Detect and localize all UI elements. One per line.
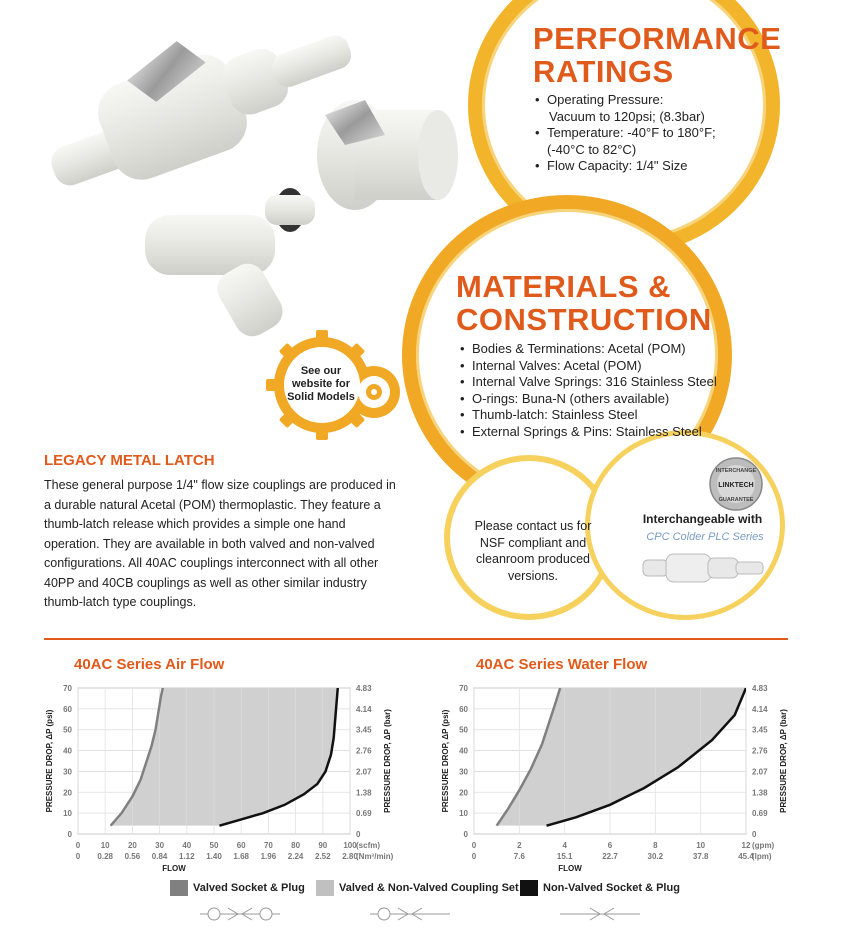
coupling-illustration <box>638 548 768 588</box>
y2-tick-label: 0 <box>356 830 361 839</box>
x2-tick-label: 15.1 <box>556 852 573 861</box>
performance-list <box>535 92 735 175</box>
y2-axis-label: PRESSURE DROP, ΔP (bar) <box>779 709 788 813</box>
y2-tick-label: 4.83 <box>752 684 768 693</box>
x-tick-label: 80 <box>291 841 301 850</box>
x2-tick-label: 0 <box>471 852 477 861</box>
y2-tick-label: 2.07 <box>752 767 768 777</box>
performance-item: • Flow Capacity: 1/4" Size <box>535 158 735 175</box>
x2-tick-label: 0.56 <box>124 852 141 861</box>
materials-list <box>460 341 730 440</box>
badge-line2: LINKTECH <box>718 482 754 489</box>
interchange-title: Interchangeable with <box>642 512 763 526</box>
y2-tick-label: 0 <box>752 830 757 839</box>
y-tick-label: 40 <box>63 746 72 756</box>
legend-item-nonvalved <box>520 880 680 896</box>
water-flow-chart-title: 40AC Series Water Flow <box>476 656 648 673</box>
performance-item: • Temperature: -40°F to 180°F; (-40°C to 82°C) <box>535 125 735 158</box>
interchange-subtitle: CPC Colder PLC Series <box>646 531 764 543</box>
nonvalved-coupling-icon <box>560 904 640 924</box>
legend-label: Non-Valved Socket & Plug <box>543 882 680 894</box>
y2-tick-label: 0.69 <box>752 809 768 819</box>
legend-swatch <box>316 880 334 896</box>
x2-tick-label: 1.12 <box>179 852 195 861</box>
y2-tick-label: 0.69 <box>356 809 372 819</box>
materials-item: • Internal Valve Springs: 316 Stainless Steel <box>460 374 730 391</box>
y2-axis-label: PRESSURE DROP, ΔP (bar) <box>383 709 392 813</box>
x-tick-label: 10 <box>696 841 706 850</box>
x-axis-label: FLOW <box>558 864 582 873</box>
materials-item: • Internal Valves: Acetal (POM) <box>460 358 730 375</box>
y2-tick-label: 3.45 <box>356 725 372 735</box>
y-tick-label: 40 <box>459 746 468 756</box>
performance-title <box>533 22 781 88</box>
x-tick-label: 4 <box>562 841 567 850</box>
y-tick-label: 10 <box>63 809 72 819</box>
y-tick-label: 50 <box>459 725 468 735</box>
x2-tick-label: 0.28 <box>97 852 113 861</box>
y2-tick-label: 2.76 <box>752 746 768 756</box>
badge-line3: GUARANTEE <box>718 497 754 503</box>
valved-coupling-icon <box>200 904 280 924</box>
x2-unit-label: (Nm³/min) <box>356 852 394 861</box>
materials-item: • Bodies & Terminations: Acetal (POM) <box>460 341 730 358</box>
y-tick-label: 20 <box>63 788 72 798</box>
x2-tick-label: 22.7 <box>602 852 618 861</box>
x-tick-label: 6 <box>607 841 613 850</box>
x-tick-label: 20 <box>127 841 137 850</box>
legacy-heading: LEGACY METAL LATCH <box>44 452 215 469</box>
x2-tick-label: 1.40 <box>206 852 222 861</box>
x-tick-label: 0 <box>75 841 81 850</box>
y-tick-label: 0 <box>67 830 72 839</box>
y2-tick-label: 4.14 <box>752 704 768 714</box>
x-unit-label: (gpm) <box>752 841 775 850</box>
legend-item-set <box>316 880 519 896</box>
y-tick-label: 70 <box>63 684 72 693</box>
interchange-badge-icon <box>708 456 764 512</box>
x2-tick-label: 1.68 <box>233 852 249 861</box>
x2-tick-label: 45.4 <box>738 852 754 861</box>
y2-tick-label: 3.45 <box>752 725 768 735</box>
performance-item: • Operating Pressure: Vacuum to 120psi; (8.3bar) <box>535 92 735 125</box>
badge-line1: INTERCHANGE <box>715 468 757 474</box>
y-axis-label: PRESSURE DROP, ΔP (psi) <box>441 709 450 813</box>
materials-item: • External Springs & Pins: Stainless Steel <box>460 424 730 441</box>
materials-item: • O-rings: Buna-N (others available) <box>460 391 730 408</box>
y-tick-label: 30 <box>459 767 468 777</box>
x-tick-label: 10 <box>100 841 110 850</box>
y-tick-label: 60 <box>63 704 72 714</box>
x-tick-label: 8 <box>653 841 658 850</box>
materials-title-line1: MATERIALS & <box>456 269 672 304</box>
materials-title-line2: CONSTRUCTION <box>456 302 712 337</box>
performance-title-line1: PERFORMANCE <box>533 21 782 56</box>
x2-tick-label: 30.2 <box>647 852 664 861</box>
y-tick-label: 20 <box>459 788 468 798</box>
x-tick-label: 12 <box>741 841 751 850</box>
x2-unit-label: (lpm) <box>752 852 772 861</box>
materials-title <box>456 270 712 336</box>
y2-tick-label: 4.14 <box>356 704 372 714</box>
x-tick-label: 0 <box>471 841 477 850</box>
y2-tick-label: 2.07 <box>356 767 372 777</box>
y-tick-label: 30 <box>63 767 72 777</box>
gear-badge-text[interactable]: See our website for Solid Models <box>287 365 355 403</box>
x-tick-label: 100 <box>343 841 357 850</box>
x2-tick-label: 0.84 <box>151 852 168 861</box>
y2-tick-label: 1.38 <box>356 788 372 798</box>
section-divider <box>44 638 788 640</box>
x-tick-label: 2 <box>517 841 522 850</box>
x-tick-label: 70 <box>263 841 273 850</box>
x-tick-label: 60 <box>236 841 246 850</box>
materials-item: • Thumb-latch: Stainless Steel <box>460 407 730 424</box>
x2-tick-label: 2.52 <box>315 852 331 861</box>
y-tick-label: 0 <box>463 830 468 839</box>
y-axis-label: PRESSURE DROP, ΔP (psi) <box>45 709 54 813</box>
coupling-set-icon <box>370 904 450 924</box>
x-tick-label: 90 <box>318 841 328 850</box>
x-tick-label: 40 <box>182 841 192 850</box>
x-axis-label: FLOW <box>162 864 186 873</box>
air-flow-chart <box>40 678 420 878</box>
legacy-body: These general purpose 1/4" flow size couplings are produced in a durable natural Acetal (POM) thermoplastic. They feature a thumb-latch release which provides a simple one hand operation. They are available in both valved and non-valved configurations. All 40AC couplings interconnect with all other 40PP and 40CB couplings as well as other similar industry thumb-latch type couplings. <box>44 478 396 609</box>
performance-title-line2: RATINGS <box>533 54 674 89</box>
legend-swatch <box>520 880 538 896</box>
air-flow-chart-title: 40AC Series Air Flow <box>74 656 225 673</box>
legend-item-valved <box>170 880 305 896</box>
water-flow-chart <box>436 678 816 878</box>
y2-tick-label: 1.38 <box>752 788 768 798</box>
legend-label: Valved & Non-Valved Coupling Set <box>339 882 519 894</box>
y-tick-label: 10 <box>459 809 468 819</box>
x2-tick-label: 2.24 <box>287 852 304 861</box>
x-tick-label: 30 <box>155 841 165 850</box>
y-tick-label: 50 <box>63 725 72 735</box>
contact-text: Please contact us for NSF compliant and cleanroom produced versions. <box>474 519 592 583</box>
legend-label: Valved Socket & Plug <box>193 882 305 894</box>
y2-tick-label: 4.83 <box>356 684 372 693</box>
x-unit-label: (scfm) <box>356 841 381 850</box>
chart-legend <box>170 880 690 930</box>
y-tick-label: 70 <box>459 684 468 693</box>
x2-tick-label: 37.8 <box>692 852 709 861</box>
y-tick-label: 60 <box>459 704 468 714</box>
y2-tick-label: 2.76 <box>356 746 372 756</box>
x2-tick-label: 0 <box>75 852 81 861</box>
x2-tick-label: 7.6 <box>513 852 525 861</box>
x2-tick-label: 1.96 <box>260 852 277 861</box>
legend-swatch <box>170 880 188 896</box>
x2-tick-label: 2.80 <box>342 852 358 861</box>
x-tick-label: 50 <box>209 841 219 850</box>
